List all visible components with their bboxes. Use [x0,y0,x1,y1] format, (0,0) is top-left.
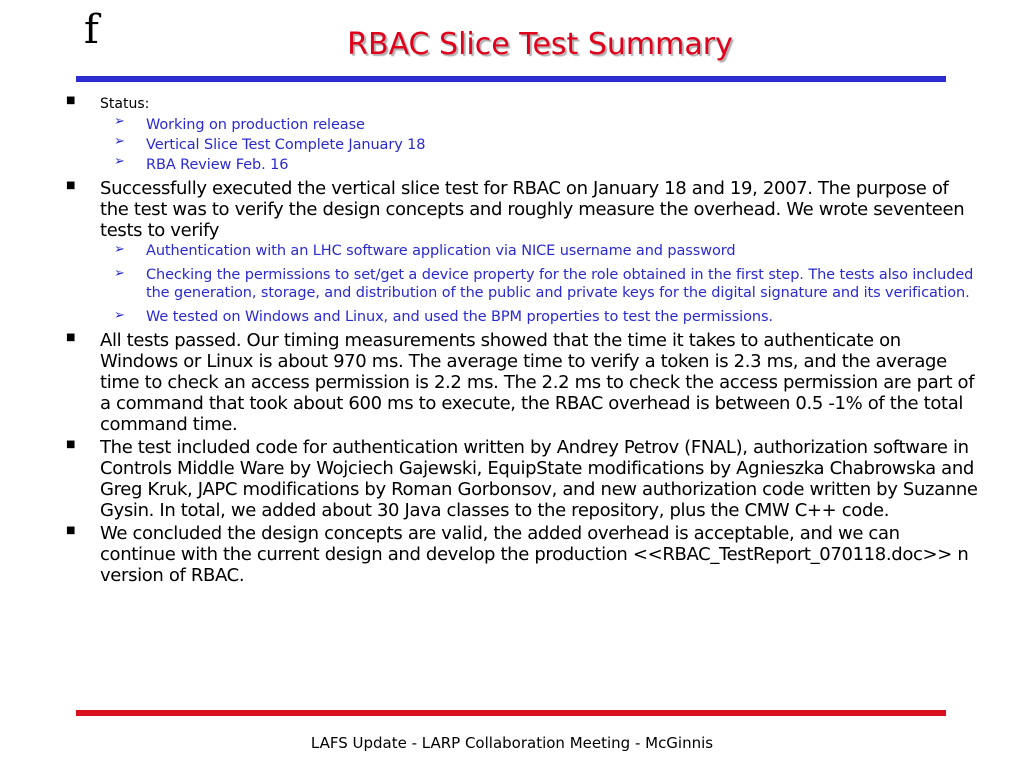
sub-bullet-text: RBA Review Feb. 16 [146,157,289,173]
bullet-text: Successfully executed the vertical slice test for RBAC on January 18 and 19, 2007. The purpose of the test was to verify the design concepts and roughly measure the overhead. We wrote seventeen tests to verify [100,178,965,241]
sub-bullet-text: We tested on Windows and Linux, and used the BPM properties to test the permissions. [146,309,773,325]
bullet-list [58,93,978,586]
sub-bullet-item [100,266,978,302]
sub-bullet-list [100,114,978,174]
arrow-bullet-icon: ➢ [114,242,125,257]
bullet-text: The test included code for authentication written by Andrey Petrov (FNAL), authorization software in Controls Middle Ware by Wojciech Gajewski, EquipState modifications by Agnieszka Chabrowska and Greg Kruk, JAPC modifications by Roman Gorbonsov, and new authorization code written by Suzanne Gysin. In total, we added about 30 Java classes to the repository, plus the CMW C++ code. [100,437,978,521]
square-bullet-icon: ■ [66,439,76,450]
arrow-bullet-icon: ➢ [114,154,125,169]
sub-bullet-text: Authentication with an LHC software application via NICE username and password [146,243,736,259]
sub-bullet-list [100,242,978,326]
slide-body [58,93,978,588]
sub-bullet-text: Working on production release [146,117,365,133]
arrow-bullet-icon: ➢ [114,266,125,281]
sub-bullet-item [100,242,978,260]
slide-title: RBAC Slice Test Summary [347,27,733,62]
arrow-bullet-icon: ➢ [114,308,125,323]
top-divider [76,76,946,82]
arrow-bullet-icon: ➢ [114,114,125,129]
sub-bullet-text: Vertical Slice Test Complete January 18 [146,137,426,153]
sub-bullet-item [100,134,978,154]
bullet-item [58,437,978,521]
square-bullet-icon: ■ [66,525,76,536]
sub-bullet-item [100,154,978,174]
footer-text: LAFS Update - LARP Collaboration Meeting - McGinnis [310,734,714,752]
bullet-item [58,523,978,586]
bottom-divider [76,710,946,716]
square-bullet-icon: ■ [66,95,76,106]
bullet-text: Status: [100,96,150,112]
sub-bullet-text: Checking the permissions to set/get a device property for the role obtained in the first step. The tests also included the generation, storage, and distribution of the public and private keys for the digital signature and its verification. [146,267,974,301]
arrow-bullet-icon: ➢ [114,134,125,149]
bullet-item [58,330,978,435]
bullet-item [58,178,978,326]
square-bullet-icon: ■ [66,332,76,343]
bullet-item [58,93,978,174]
logo: f [84,7,99,53]
bullet-text: All tests passed. Our timing measurements showed that the time it takes to authenticate on Windows or Linux is about 970 ms. The average time to verify a token is 2.3 ms, and the average time to check an access permission is 2.2 ms. The 2.2 ms to check the access permission are part of a command that took about 600 ms to execute, the RBAC overhead is between 0.5 -1% of the total command time. [100,330,975,435]
square-bullet-icon: ■ [66,180,76,191]
sub-bullet-item [100,308,978,326]
bullet-text: We concluded the design concepts are valid, the added overhead is acceptable, and we can continue with the current design and develop the production <<RBAC_TestReport_070118.doc>> n version of RBAC. [100,523,969,586]
sub-bullet-item [100,114,978,134]
